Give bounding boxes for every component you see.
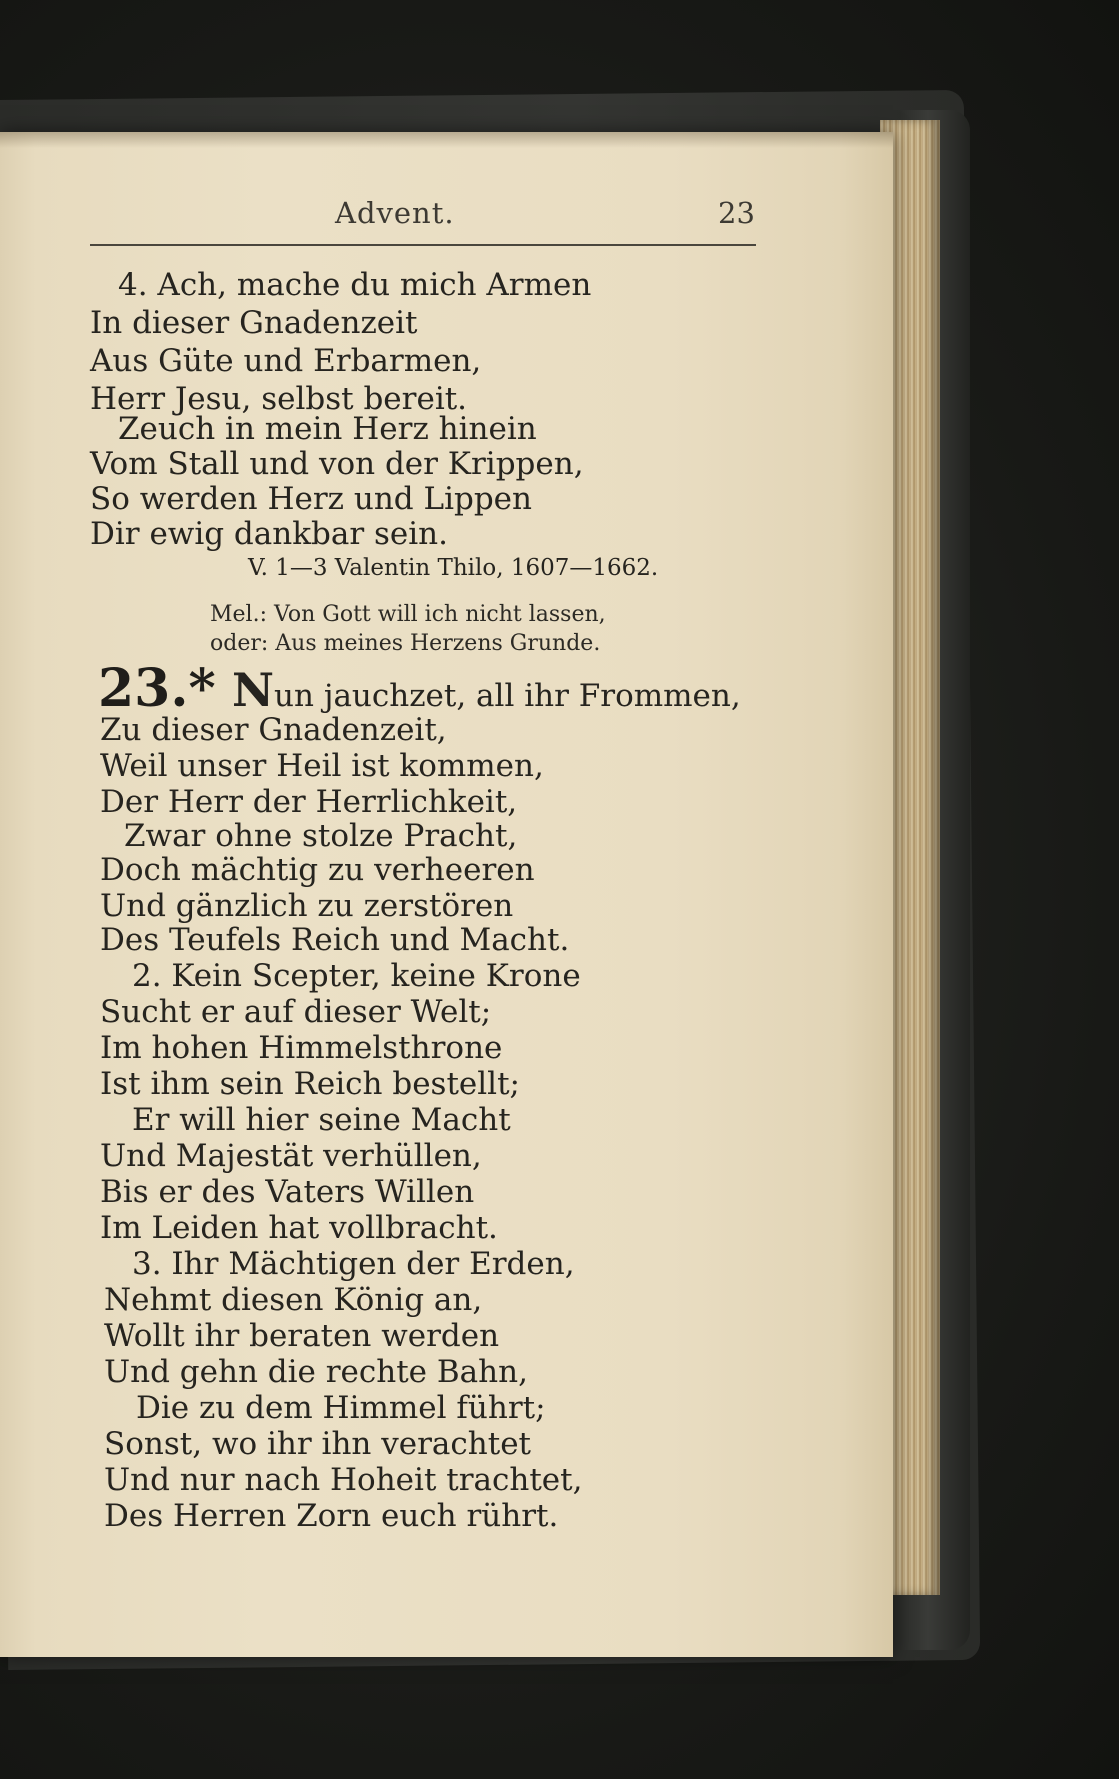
verse-line: Des Teufels Reich und Macht. [100,922,570,958]
verse-line: Nehmt diesen König an, [104,1282,483,1318]
verse-line: 4. Ach, mache du mich Armen [118,267,592,303]
verse-line: Des Herren Zorn euch rührt. [104,1498,559,1534]
melody-note-line-1: Mel.: Von Gott will ich nicht lassen, [210,602,606,627]
verse-line: Der Herr der Herrlichkeit, [100,784,518,820]
running-title: Advent. [335,196,455,230]
verse-line: Bis er des Vaters Willen [100,1174,475,1210]
verse-line: Und nur nach Hoheit trachtet, [104,1462,583,1498]
hymn-number: 23.* [98,658,216,719]
verse-line: 2. Kein Scepter, keine Krone [132,958,581,994]
verse-line: Sonst, wo ihr ihn verachtet [104,1426,531,1462]
verse-line: 3. Ihr Mächtigen der Erden, [132,1246,575,1282]
verse-line: Und Majestät verhüllen, [100,1138,482,1174]
verse-line: Vom Stall und von der Krippen, [90,446,584,482]
verse-line: So werden Herz und Lippen [90,481,532,517]
melody-note-line-2: oder: Aus meines Herzens Grunde. [210,631,601,656]
verse-line: Wollt ihr beraten werden [104,1318,500,1354]
verse-line: Zeuch in mein Herz hinein [118,411,537,447]
verse-line: Doch mächtig zu verheeren [100,852,535,888]
verse-line: Im Leiden hat vollbracht. [100,1210,498,1246]
verse-line: In dieser Gnadenzeit [90,305,418,341]
verse-line: Die zu dem Himmel führt; [136,1390,546,1426]
verse-line: Sucht er auf dieser Welt; [100,994,492,1030]
verse-line: Herr Jesu, selbst bereit. [90,381,468,417]
header-rule [90,244,756,246]
first-line-text: un jauchzet, all ihr Frommen, [274,678,741,714]
first-line [232,663,741,717]
drop-initial: N [232,663,275,717]
author-credit: V. 1—3 Valentin Thilo, 1607—1662. [248,555,659,581]
verse-line: Zu dieser Gnadenzeit, [100,712,447,748]
verse-line: Er will hier seine Macht [132,1102,511,1138]
verse-line: Dir ewig dankbar sein. [90,516,448,552]
verse-line: Weil unser Heil ist kommen, [100,748,544,784]
verse-line: Aus Güte und Erbarmen, [90,343,482,379]
verse-line: Im hohen Himmelsthrone [100,1030,503,1066]
verse-line: Ist ihm sein Reich bestellt; [100,1066,520,1102]
verse-line: Zwar ohne stolze Pracht, [124,818,518,854]
verse-line: Und gänzlich zu zerstören [100,888,514,924]
page-number: 23 [718,196,755,230]
running-header [0,196,893,236]
verse-line: Und gehn die rechte Bahn, [104,1354,528,1390]
